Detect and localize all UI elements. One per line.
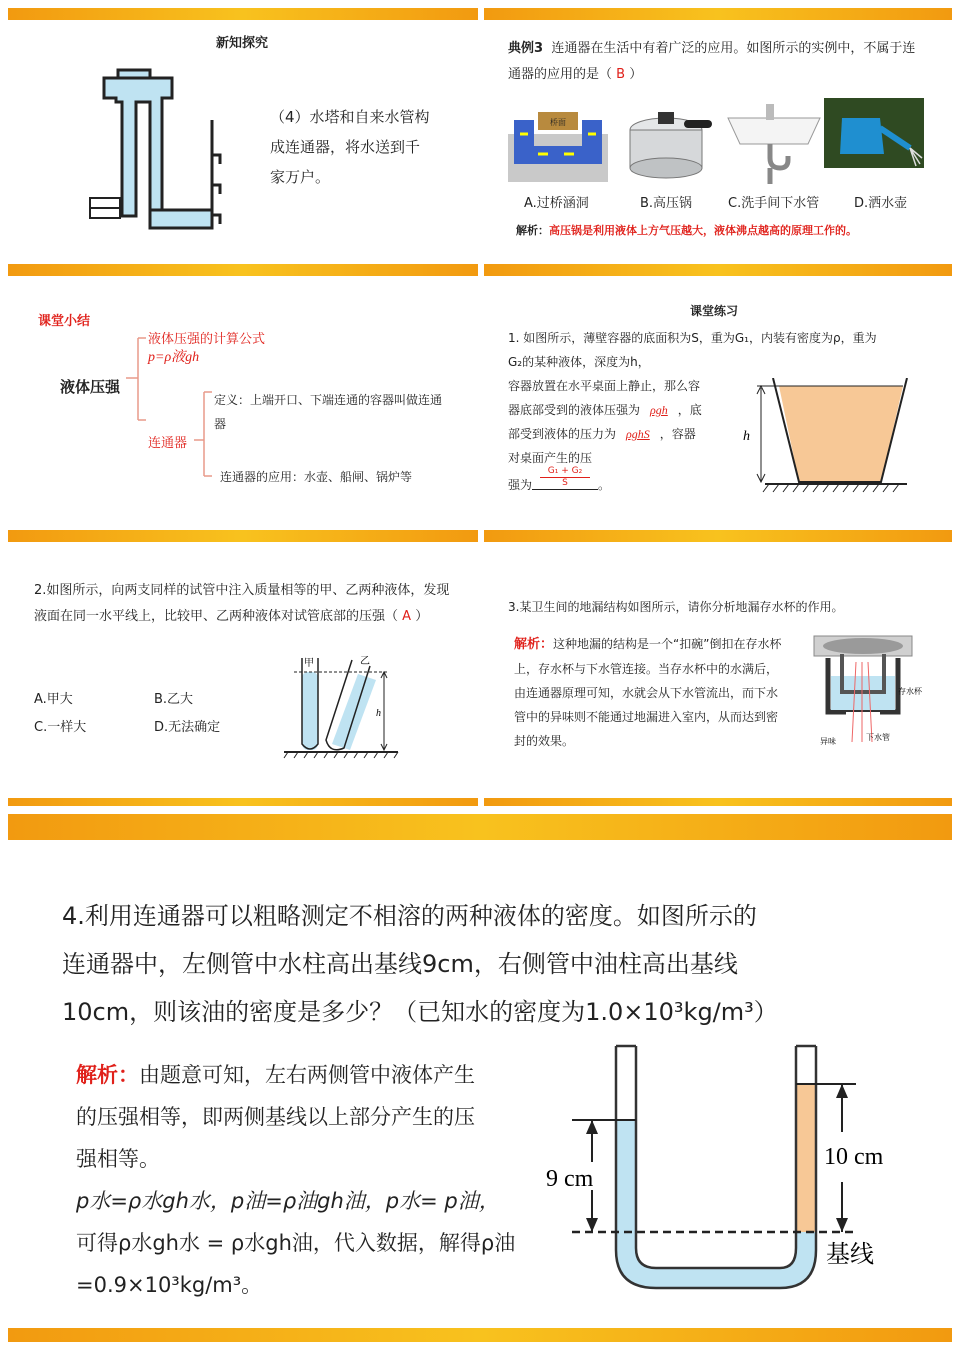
watering-can-image <box>824 98 924 182</box>
test-tubes-figure <box>280 650 410 760</box>
analysis-label: 解析： <box>516 224 549 237</box>
label-yi: 乙 <box>360 656 370 667</box>
question-text: 2.如图所示，向两支同样的试管中注入质量相等的甲、乙两种液体，发现液面在同一水平线上，比较甲、乙两种液体对试管底部的压强（ A ） <box>34 583 450 624</box>
slide-title: 新知探究 <box>216 36 269 51</box>
summary-branch-formula: 液体压强的计算公式 <box>148 332 266 347</box>
q-line: 连通器中，左侧管中水柱高出基线9cm，右侧管中油柱高出基线 <box>62 950 738 978</box>
q-line: 容器放置在水平桌面上静止，那么容 <box>508 379 701 393</box>
slide-footer-bar <box>8 1328 952 1342</box>
option-c: C.一样大 <box>34 720 87 735</box>
baseline-label: 基线 <box>826 1240 874 1268</box>
analysis-text: 这种地漏的结构是一个“扣碗”倒扣在存水杯上，存水杯与下水管连接。当存水杯中的水满后，由连通器原理可知，水就会从下水管流出，而下水管中的异味则不能通过地漏进入室内，从而达到密封的效果。 <box>514 637 782 748</box>
slide-practice-1 <box>484 280 952 525</box>
option-d: D.无法确定 <box>154 720 221 735</box>
option-d: D.洒水壶 <box>854 196 908 211</box>
slide-header-bar <box>8 814 952 840</box>
summary-application: 连通器的应用：水壶、船闸、锅炉等 <box>220 470 413 484</box>
u-tube-figure <box>540 1036 920 1316</box>
slide-example-3 <box>484 20 952 260</box>
answer-force: ρghS <box>626 427 650 441</box>
slide-practice-4 <box>0 840 960 1328</box>
slide-title: 课堂练习 <box>690 304 739 318</box>
slide-bar <box>8 530 478 542</box>
slide-water-tower <box>8 20 478 260</box>
bridge-culvert-image <box>508 104 608 184</box>
h-label: h <box>743 429 750 444</box>
example-label: 典例3 <box>508 41 544 56</box>
option-a: A.过桥涵洞 <box>524 196 589 211</box>
slide-bar <box>484 8 952 20</box>
slide-summary <box>8 280 478 525</box>
slide-bar <box>8 264 478 276</box>
option-a: A.甲大 <box>34 692 73 707</box>
question-text <box>62 892 902 1036</box>
question-text <box>508 36 918 88</box>
answer-text: A <box>402 609 412 624</box>
floor-drain-figure <box>800 632 930 752</box>
slide-bar <box>484 530 952 542</box>
sink-image <box>724 100 824 184</box>
slide-bar <box>484 264 952 276</box>
water-tower-figure <box>88 60 238 235</box>
label-cup: 存水杯 <box>898 687 922 696</box>
summary-definition: 定义：上端开口、下端连通的容器叫做连通器 <box>214 393 443 431</box>
question-body: 连通器在生活中有着广泛的应用。如图所示的实例中，不属于连通器的应用的是（ <box>508 41 916 82</box>
container-figure <box>739 378 909 498</box>
equation-1: p水=ρ水gh水，p油=ρ油gh油，p水= p油， <box>76 1189 500 1213</box>
analysis-text: 高压锅是利用液体上方气压越大，液体沸点越高的原理工作的。 <box>549 224 857 237</box>
slide-practice-3 <box>484 546 952 794</box>
answer-surface-pressure: $\frac{\text{G₁ + G₂}}{S}$ <box>532 466 598 490</box>
summary-branch-connector: 连通器 <box>148 436 188 451</box>
pressure-cooker-image <box>624 98 714 182</box>
answer-text: B <box>616 67 626 82</box>
q-line: 10cm，则该油的密度是多少？（已知水的密度为1.0×10³kg/m³） <box>62 998 778 1026</box>
slide-bar <box>8 798 478 806</box>
slide-text: （4）水塔和自来水管构成连通器，将水送到千家万户。 <box>270 108 430 186</box>
analysis-label: 解析： <box>76 1063 139 1087</box>
slide-bar <box>484 798 952 806</box>
q-line: 1. 如图所示，薄壁容器的底面积为S，重为G₁，内装有密度为ρ，重为 <box>508 331 877 345</box>
q-line: 对桌面产生的压 <box>508 451 593 465</box>
bridge-label: 桥面 <box>550 118 566 127</box>
q-line: 4.利用连通器可以粗略测定不相溶的两种液体的密度。如图所示的 <box>62 902 757 930</box>
option-b: B.高压锅 <box>640 196 693 211</box>
q-line: G₂的某种液体，深度为h， <box>508 355 650 369</box>
analysis: 解析：由题意可知，左右两侧管中液体产生 的压强相等，即两侧基线以上部分产生的压 强相等。 p水=ρ水gh水，p油=ρ油gh油，p水= p油， 可得ρ水gh水 = ρ水gh油，代入数据，解得ρ油 =0.9×10³kg/m³。 <box>76 1054 556 1306</box>
question-text: 3.某卫生间的地漏结构如图所示，请你分析地漏存水杯的作用。 <box>508 600 844 614</box>
q-line: 器底部受到的液体压强为 ρgh ，底 <box>508 403 702 417</box>
analysis <box>514 632 782 753</box>
equation-2: 可得ρ水gh水 = ρ水gh油，代入数据，解得ρ油 <box>76 1231 516 1255</box>
slide-title: 课堂小结 <box>38 314 91 329</box>
label-pipe: 下水管 <box>866 733 890 742</box>
option-c: C.洗手间下水管 <box>728 196 820 211</box>
label-smell: 异味 <box>820 737 836 746</box>
q-line: 部受到液体的压力为 ρghS ，容器 <box>508 427 696 441</box>
q-line: 强为 $\frac{\text{G₁ + G₂}}{S}$ 。 <box>508 466 611 492</box>
h-label: h <box>376 708 381 719</box>
slide-bar <box>8 8 478 20</box>
summary-formula: p=ρ液gh <box>148 350 200 365</box>
answer-pressure: ρgh <box>650 403 668 417</box>
slide-practice-2 <box>8 546 478 794</box>
analysis-label: 解析： <box>514 637 554 652</box>
equation-3: =0.9×10³kg/m³。 <box>76 1273 263 1297</box>
analysis <box>516 222 857 238</box>
right-dimension-label: 10 cm <box>824 1144 884 1170</box>
summary-root: 液体压强 <box>60 378 121 396</box>
question-close: ） <box>629 67 643 82</box>
label-jia: 甲 <box>304 658 314 669</box>
left-dimension-label: 9 cm <box>546 1166 594 1192</box>
option-b: B.乙大 <box>154 692 194 707</box>
